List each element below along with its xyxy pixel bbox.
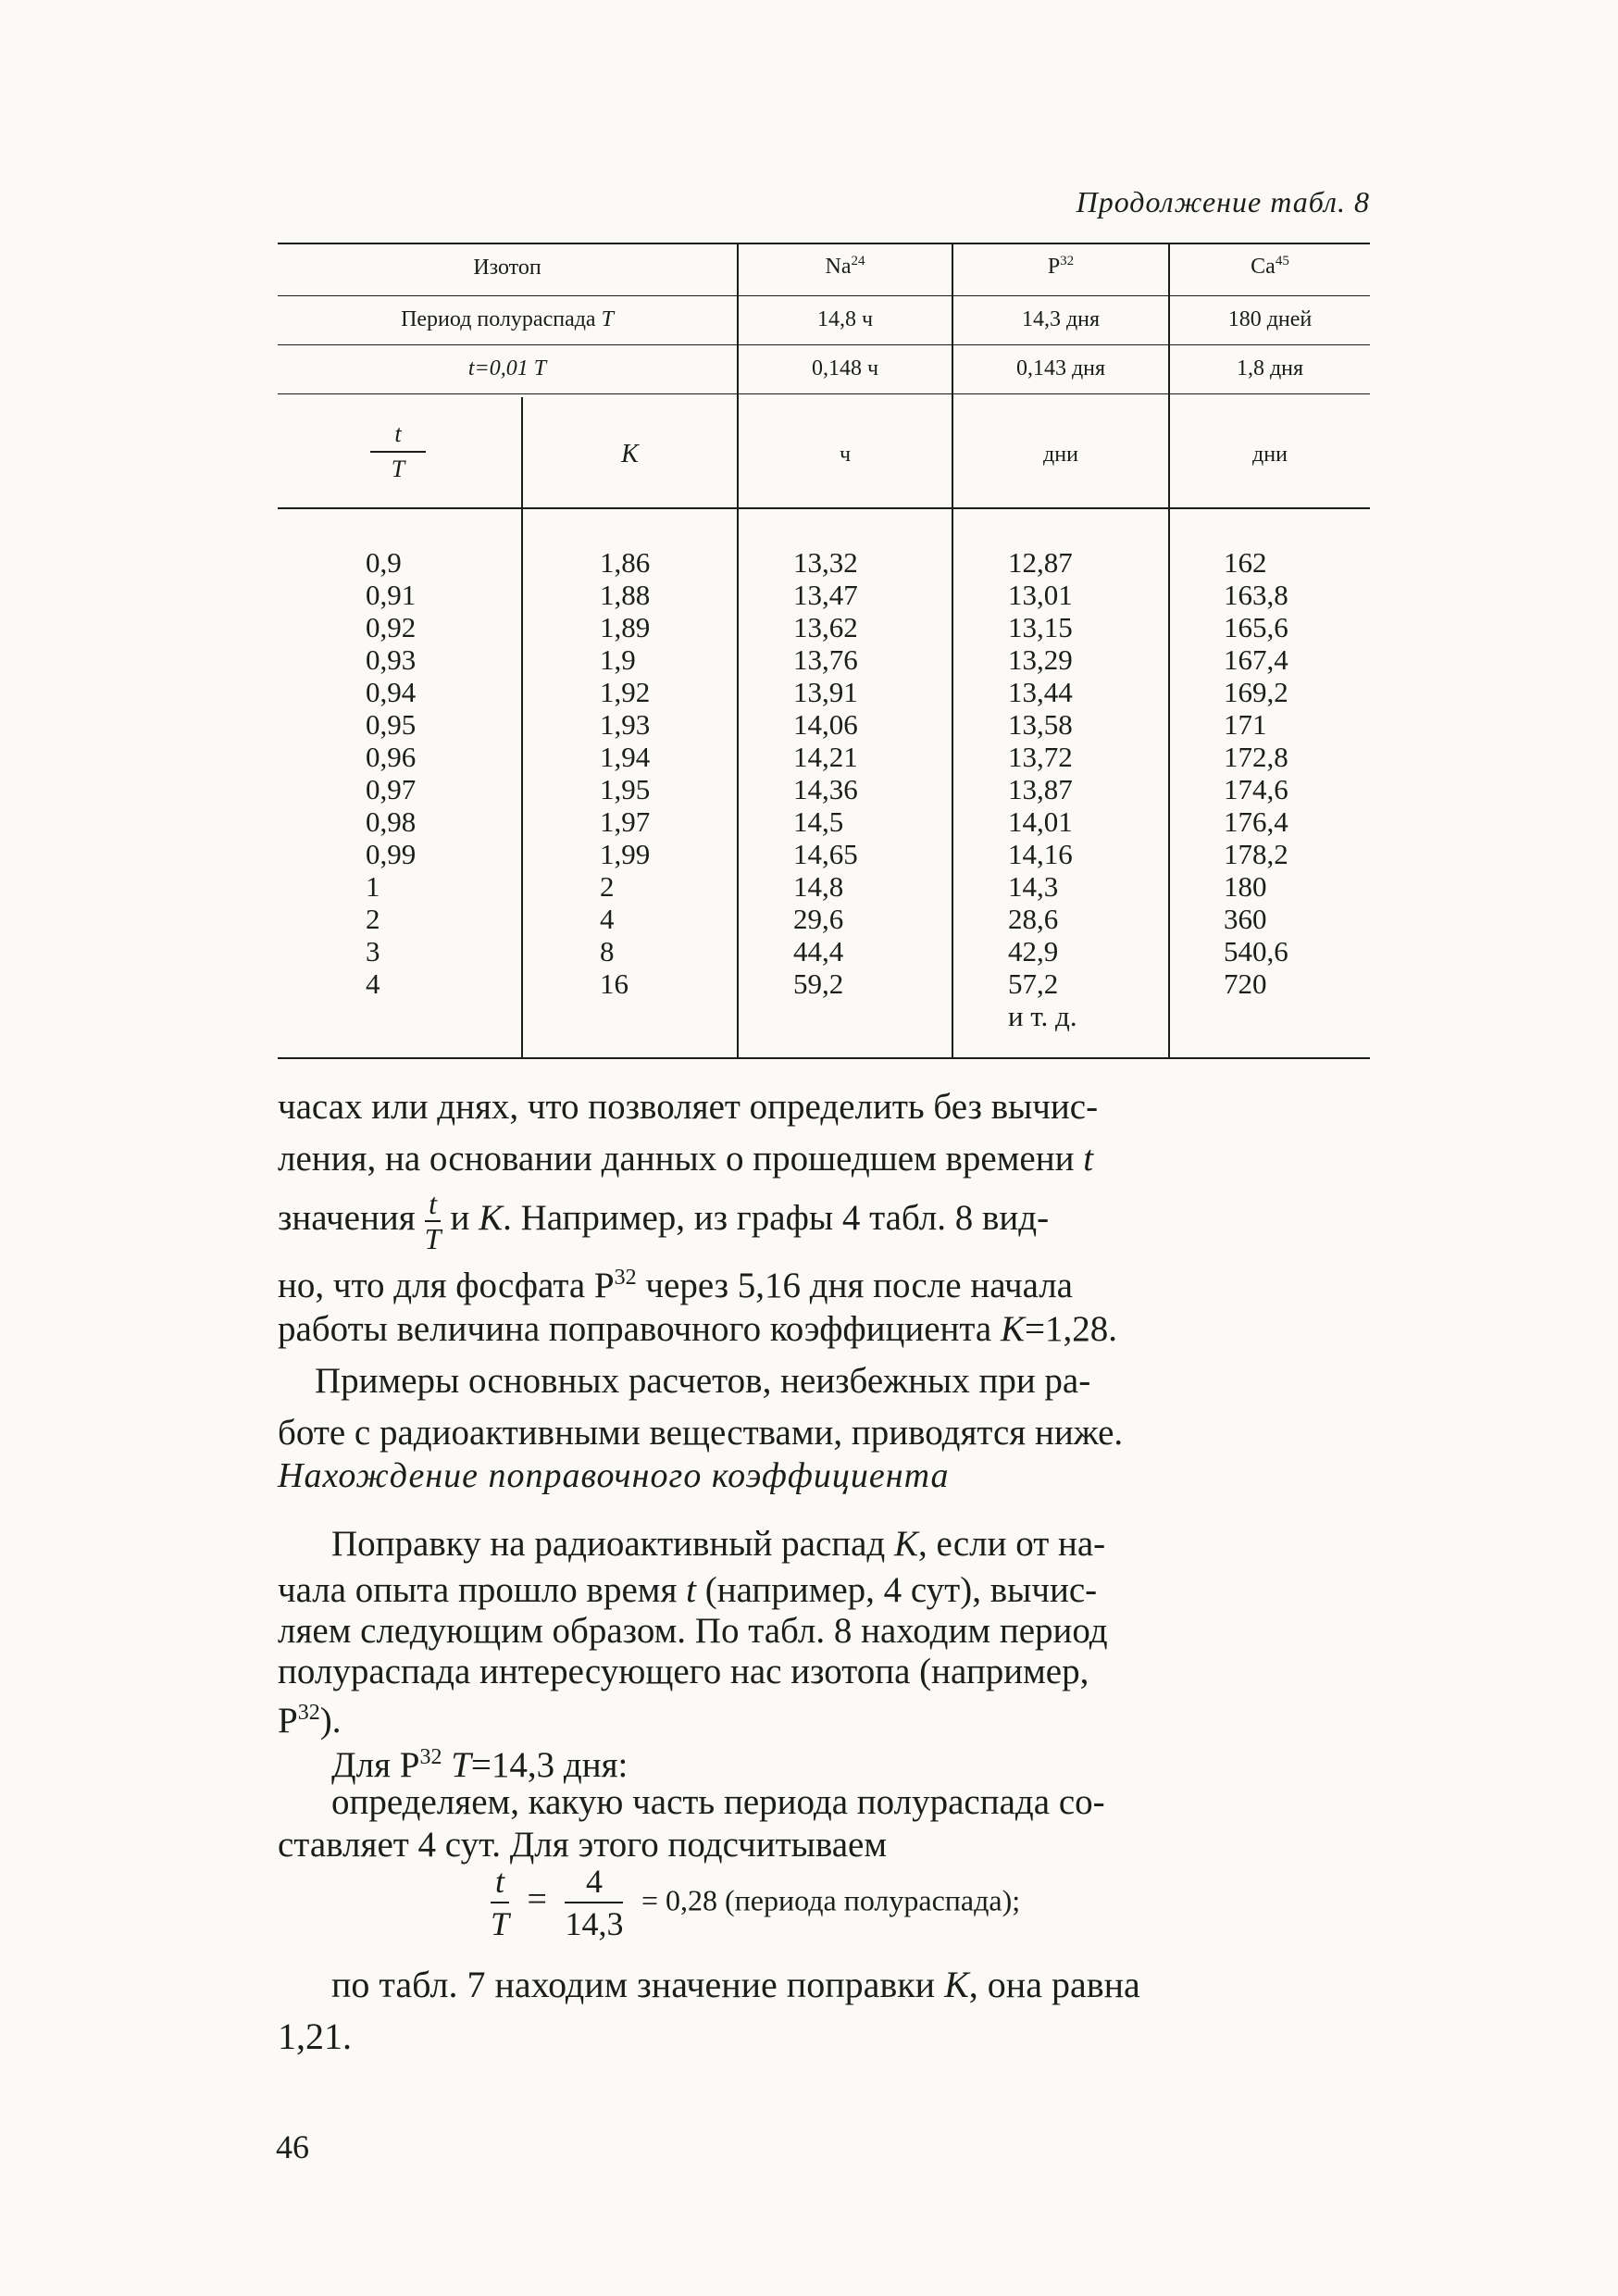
unit-p: дни [1043, 443, 1078, 467]
text-line: Примеры основных расчетов, неизбежных при ра- [315, 1361, 1091, 1401]
ca-column: 162 163,8 165,6 167,4 169,2 171 172,8 174,6 176,4 178,2 180 360 540,6 720 [1224, 546, 1288, 1000]
ratio-formula: $\frac{t}{T}$ = $\frac{4}{14,3}$ = 0,28 (периода полураспада); [491, 1863, 1021, 1942]
text-line: $P^{32}$). [278, 1701, 342, 1741]
text-line: значения $\frac{t}{T}$ и K. Например, из графы 4 табл. 8 вид- [278, 1187, 1050, 1256]
halflife-na: 14,8 ч [816, 307, 874, 331]
t-na: 0,148 ч [811, 356, 879, 381]
text-line: 1,21. [278, 2015, 352, 2057]
t-label: t=0,01 T [467, 356, 547, 381]
text-line: ления, на основании данных о прошедшем времени t [278, 1139, 1094, 1179]
text-line: Поправку на радиоактивный распад K, если от на- [331, 1524, 1106, 1564]
text-line: ставляет 4 сут. Для этого подсчитываем [278, 1825, 888, 1865]
isotope-label: Изотоп [473, 256, 541, 280]
text-line: по табл. 7 находим значение поправки K, она равна [331, 1964, 1140, 2005]
text-line: ляем следующим образом. По табл. 8 находим период [278, 1611, 1108, 1651]
table-vrule [521, 397, 523, 1059]
isotope-ca: Ca$^{45}$ [1251, 254, 1289, 279]
decay-table [278, 243, 1370, 1059]
ratio-header: t T [370, 420, 426, 483]
table-header-rule [278, 507, 1370, 509]
table-rule [278, 295, 1370, 296]
table-rule [278, 344, 1370, 345]
text-line: боте с радиоактивными веществами, приводятся ниже. [278, 1413, 1124, 1453]
text-line: полураспада интересующего нас изотопа (например, [278, 1652, 1089, 1691]
t-p: 0,143 дня [1015, 356, 1106, 381]
k-header: K [621, 440, 639, 468]
table-caption: Продолжение табл. 8 [1076, 185, 1370, 218]
table-bottom-rule [278, 1057, 1370, 1059]
na-column: 13,32 13,47 13,62 13,76 13,91 14,06 14,21 14,36 14,5 14,65 14,8 29,6 44,4 59,2 [793, 546, 858, 1000]
text-line: чала опыта прошло время t (например, 4 сут), вычис- [278, 1570, 1098, 1610]
unit-ca: дни [1252, 443, 1288, 467]
halflife-label: Период полураспада T [401, 307, 614, 331]
table-top-rule [278, 243, 1370, 244]
text-line: работы величина поправочного коэффициента K=1,28. [278, 1309, 1117, 1349]
halflife-p: 14,3 дня [1021, 307, 1101, 331]
isotope-p: $P^{32}$ [1047, 254, 1075, 279]
paragraph-1 [278, 1081, 1370, 1459]
text-line: часах или днях, что позволяет определить без вычис- [278, 1087, 1099, 1127]
halflife-ca: 180 дней [1227, 307, 1313, 331]
text-line: определяем, какую часть периода полураспада со- [331, 1782, 1105, 1822]
text-line: Для $P^{32}$ T=14,3 дня: [331, 1745, 629, 1785]
unit-na: ч [839, 443, 852, 467]
fraction: $\frac{4}{14,3}$ [565, 1863, 624, 1942]
ratio-column: 0,9 0,91 0,92 0,93 0,94 0,95 0,96 0,97 0,98 0,99 1 2 3 4 [366, 546, 417, 1000]
p-column: 12,87 13,01 13,15 13,29 13,44 13,58 13,72 13,87 14,01 14,16 14,3 28,6 42,9 57,2 и т. д. [1008, 546, 1077, 1032]
paragraph-2 [278, 1518, 1370, 1866]
t-ca: 1,8 дня [1236, 356, 1304, 381]
page-number: 46 [276, 2128, 309, 2165]
paragraph-3 [278, 1959, 1370, 2063]
fraction: $\frac{t}{T}$ [424, 1187, 442, 1256]
k-column: 1,86 1,88 1,89 1,9 1,92 1,93 1,94 1,95 1,97 1,99 2 4 8 16 [600, 546, 651, 1000]
table-rule [278, 393, 1370, 394]
section-heading: Нахождение поправочного коэффициента [278, 1456, 950, 1495]
isotope-na: Na$^{24}$ [825, 254, 865, 279]
text-line: но, что для фосфата $P^{32}$ через 5,16 дня после начала [278, 1266, 1073, 1305]
fraction: $\frac{t}{T}$ [491, 1863, 510, 1942]
